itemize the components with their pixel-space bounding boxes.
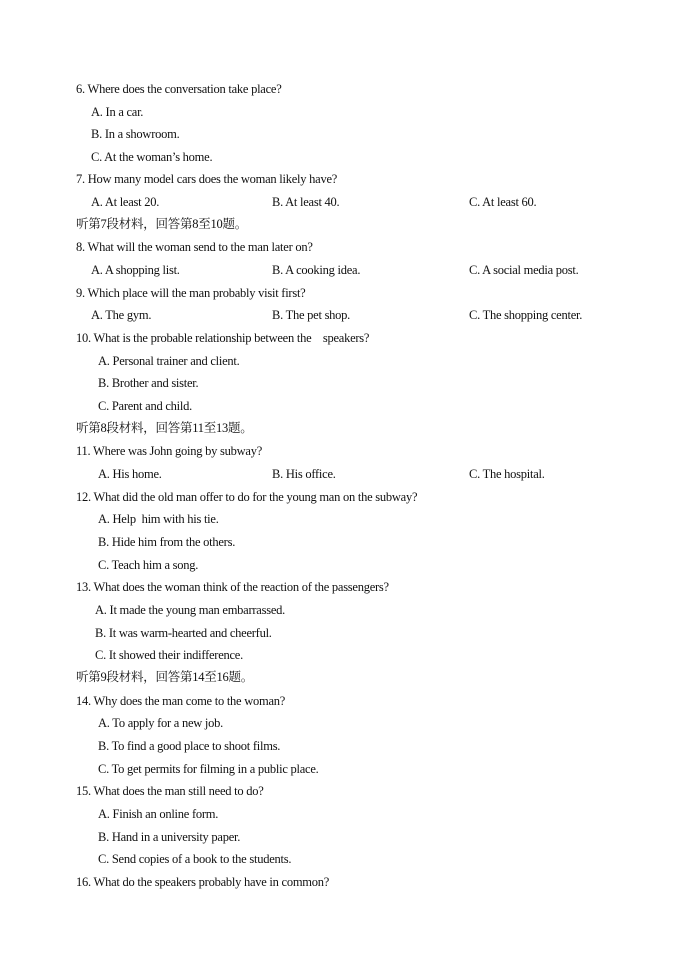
- section-8-heading: 听第8段材料，回答第11至13题。: [76, 421, 253, 435]
- question-8: 8. What will the woman send to the man later on?: [76, 240, 313, 254]
- option-6c: C. At the woman’s home.: [91, 150, 213, 164]
- option-7a: A. At least 20.: [91, 195, 160, 209]
- question-7: 7. How many model cars does the woman likely have?: [76, 172, 338, 186]
- option-7b: B. At least 40.: [272, 195, 340, 209]
- section-7-heading: 听第7段材料，回答第8至10题。: [76, 217, 248, 231]
- option-12a: A. Help him with his tie.: [98, 512, 219, 526]
- question-11: 11. Where was John going by subway?: [76, 444, 263, 458]
- option-10c: C. Parent and child.: [98, 399, 192, 413]
- option-7c: C. At least 60.: [469, 195, 537, 209]
- option-10b: B. Brother and sister.: [98, 376, 199, 390]
- option-14c: C. To get permits for filming in a public place.: [98, 762, 319, 776]
- option-11a: A. His home.: [98, 467, 162, 481]
- option-9c: C. The shopping center.: [469, 308, 583, 322]
- question-14: 14. Why does the man come to the woman?: [76, 694, 286, 708]
- option-14a: A. To apply for a new job.: [98, 716, 224, 730]
- option-11b: B. His office.: [272, 467, 336, 481]
- option-6a: A. In a car.: [91, 105, 144, 119]
- question-10: 10. What is the probable relationship between the speakers?: [76, 331, 370, 345]
- section-9-heading: 听第9段材料，回答第14至16题。: [76, 670, 254, 684]
- option-15b: B. Hand in a university paper.: [98, 830, 241, 844]
- option-8a: A. A shopping list.: [91, 263, 180, 277]
- question-16: 16. What do the speakers probably have in common?: [76, 875, 330, 889]
- option-13c: C. It showed their indifference.: [95, 648, 243, 662]
- option-12c: C. Teach him a song.: [98, 558, 199, 572]
- option-11c: C. The hospital.: [469, 467, 545, 481]
- option-13a: A. It made the young man embarrassed.: [95, 603, 285, 617]
- question-9: 9. Which place will the man probably visit first?: [76, 286, 306, 300]
- option-15a: A. Finish an online form.: [98, 807, 219, 821]
- option-6b: B. In a showroom.: [91, 127, 180, 141]
- question-6: 6. Where does the conversation take place?: [76, 82, 282, 96]
- option-10a: A. Personal trainer and client.: [98, 354, 240, 368]
- question-15: 15. What does the man still need to do?: [76, 784, 264, 798]
- option-9a: A. The gym.: [91, 308, 152, 322]
- option-15c: C. Send copies of a book to the students.: [98, 852, 292, 866]
- option-8b: B. A cooking idea.: [272, 263, 361, 277]
- question-13: 13. What does the woman think of the reaction of the passengers?: [76, 580, 389, 594]
- option-14b: B. To find a good place to shoot films.: [98, 739, 281, 753]
- question-12: 12. What did the old man offer to do for the young man on the subway?: [76, 490, 418, 504]
- option-8c: C. A social media post.: [469, 263, 579, 277]
- option-12b: B. Hide him from the others.: [98, 535, 236, 549]
- option-13b: B. It was warm-hearted and cheerful.: [95, 626, 272, 640]
- option-9b: B. The pet shop.: [272, 308, 351, 322]
